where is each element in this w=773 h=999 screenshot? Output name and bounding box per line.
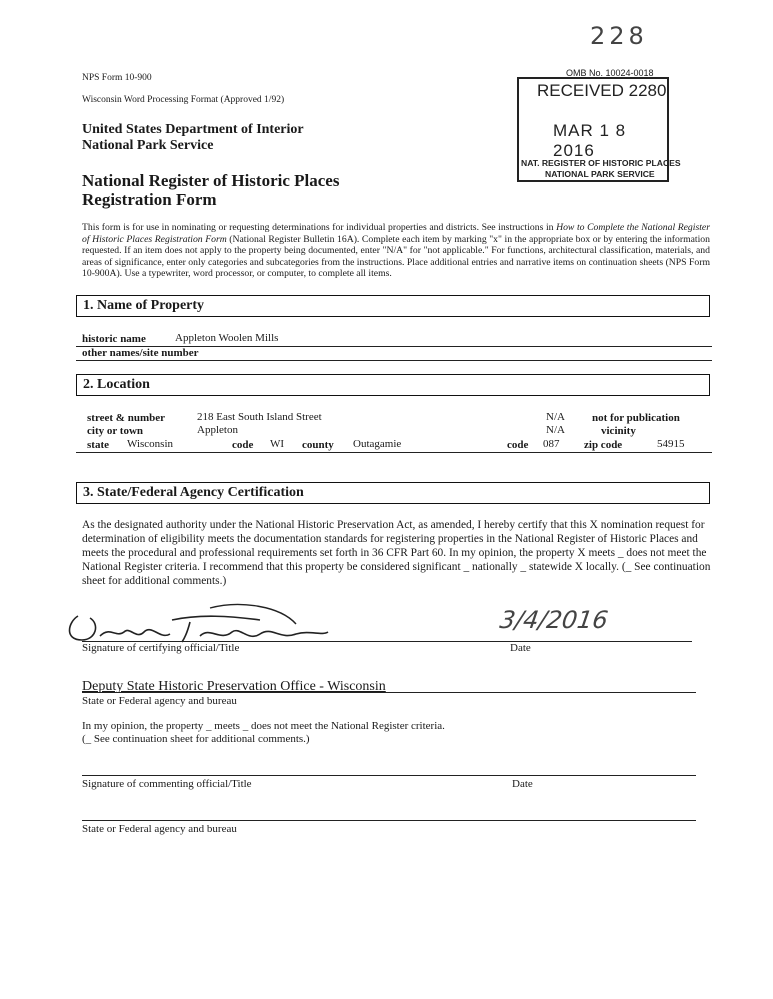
other-names-rule — [76, 360, 712, 361]
instructions-part1: This form is for use in nominating or requesting determinations for individual properties and districts. See instructions in — [82, 222, 557, 233]
signature-label: Signature of certifying official/Title — [82, 642, 240, 654]
certification-date-value[interactable]: 3/4/2016 — [498, 606, 610, 634]
county-code-label: code — [507, 439, 529, 451]
instructions — [82, 222, 710, 280]
state-code-label: code — [232, 439, 254, 451]
stamp-date: MAR 1 8 2016 — [553, 121, 627, 160]
section-2-heading: 2. Location — [76, 374, 710, 396]
certification-paragraph: As the designated authority under the National Historic Preservation Act, as amended, I hereby certify that this X nomination request for determination of eligibility meets the documentation standards for registering properties in the National Register of Historic Places and meets the procedural and professional requirements set forth in 36 CFR Part 60. In my opinion, the property X meets _ does not meet the National Register criteria. I recommend that this property be considered significant _ nationally _ statewide X locally. (_ See continuation sheet for additional comments.) — [82, 519, 711, 587]
commenting-signature-label: Signature of commenting official/Title — [82, 778, 252, 790]
commenting-rule — [82, 775, 696, 776]
not-for-publication-na[interactable]: N/A — [546, 411, 565, 423]
opinion-line-2: (_ See continuation sheet for additional comments.) — [82, 733, 310, 745]
omb-number: OMB No. 10024-0018 — [566, 68, 654, 78]
agency-label-2: State or Federal agency and bureau — [82, 823, 237, 835]
agency-label: State or Federal agency and bureau — [82, 695, 237, 707]
signature-text — [100, 618, 107, 619]
section-3-heading: 3. State/Federal Agency Certification — [76, 482, 710, 504]
historic-name-label: historic name — [82, 333, 146, 345]
opinion-line-1: In my opinion, the property _ meets _ does not meet the National Register criteria. — [82, 720, 445, 732]
instructions-part2: (National Register Bulletin 16A). Complete each item by marking "x" in the appropriate box or by entering the information requested. If an item does not apply to the property being documented, enter "N/A" for "not applicable." For functions, architectural classification, materials, and areas of significance, enter only categories and subcategories from the instructions. Place additional entries and narrative items on continuation sheets (NPS Form 10-900A). Use a typewriter, word processor, or computer, to complete all items. — [82, 233, 710, 280]
page-subtitle: Registration Form — [82, 190, 217, 209]
zip-code-label: zip code — [584, 439, 623, 451]
zip-code-value[interactable]: 54915 — [657, 438, 685, 450]
county-label: county — [302, 439, 334, 451]
stamp-line2: NATIONAL PARK SERVICE — [545, 169, 655, 179]
state-code-value[interactable]: WI — [270, 438, 285, 450]
street-value[interactable]: 218 East South Island Street — [197, 411, 322, 423]
section-1-heading: 1. Name of Property — [76, 295, 710, 317]
stamp-line1: NAT. REGISTER OF HISTORIC PLACES — [521, 158, 681, 168]
county-code-value[interactable]: 087 — [543, 438, 560, 450]
state-value[interactable]: Wisconsin — [127, 438, 173, 450]
date-label: Date — [510, 642, 531, 654]
not-for-publication-label: not for publication — [592, 412, 680, 424]
historic-name-value[interactable]: Appleton Woolen Mills — [175, 332, 279, 344]
other-names-label: other names/site number — [82, 347, 199, 359]
agency-service: National Park Service — [82, 138, 214, 153]
instructions-bulletin-title: How to Complete the National Register of Historic Places Registration Form — [82, 222, 711, 245]
received-stamp — [517, 77, 681, 182]
commenting-date-label: Date — [512, 778, 533, 790]
form-number: NPS Form 10-900 — [82, 73, 152, 83]
vicinity-label: vicinity — [601, 425, 636, 437]
state-label: state — [87, 439, 109, 451]
city-label: city or town — [87, 425, 144, 437]
agency-department: United States Department of Interior — [82, 122, 304, 137]
stamp-received: RECEIVED 2280 — [537, 81, 667, 100]
agency-rule — [82, 692, 696, 693]
agency-value[interactable]: Deputy State Historic Preservation Office - Wisconsin — [82, 679, 386, 694]
agency-rule-2 — [82, 820, 696, 821]
page-title: National Register of Historic Places — [82, 171, 340, 190]
vicinity-na[interactable]: N/A — [546, 424, 565, 436]
location-rule — [76, 452, 712, 453]
handwritten-page-number: 228 — [590, 22, 648, 50]
street-label: street & number — [87, 412, 165, 424]
form-format: Wisconsin Word Processing Format (Approved 1/92) — [82, 95, 285, 105]
county-value[interactable]: Outagamie — [353, 438, 402, 450]
city-value[interactable]: Appleton — [197, 424, 238, 436]
